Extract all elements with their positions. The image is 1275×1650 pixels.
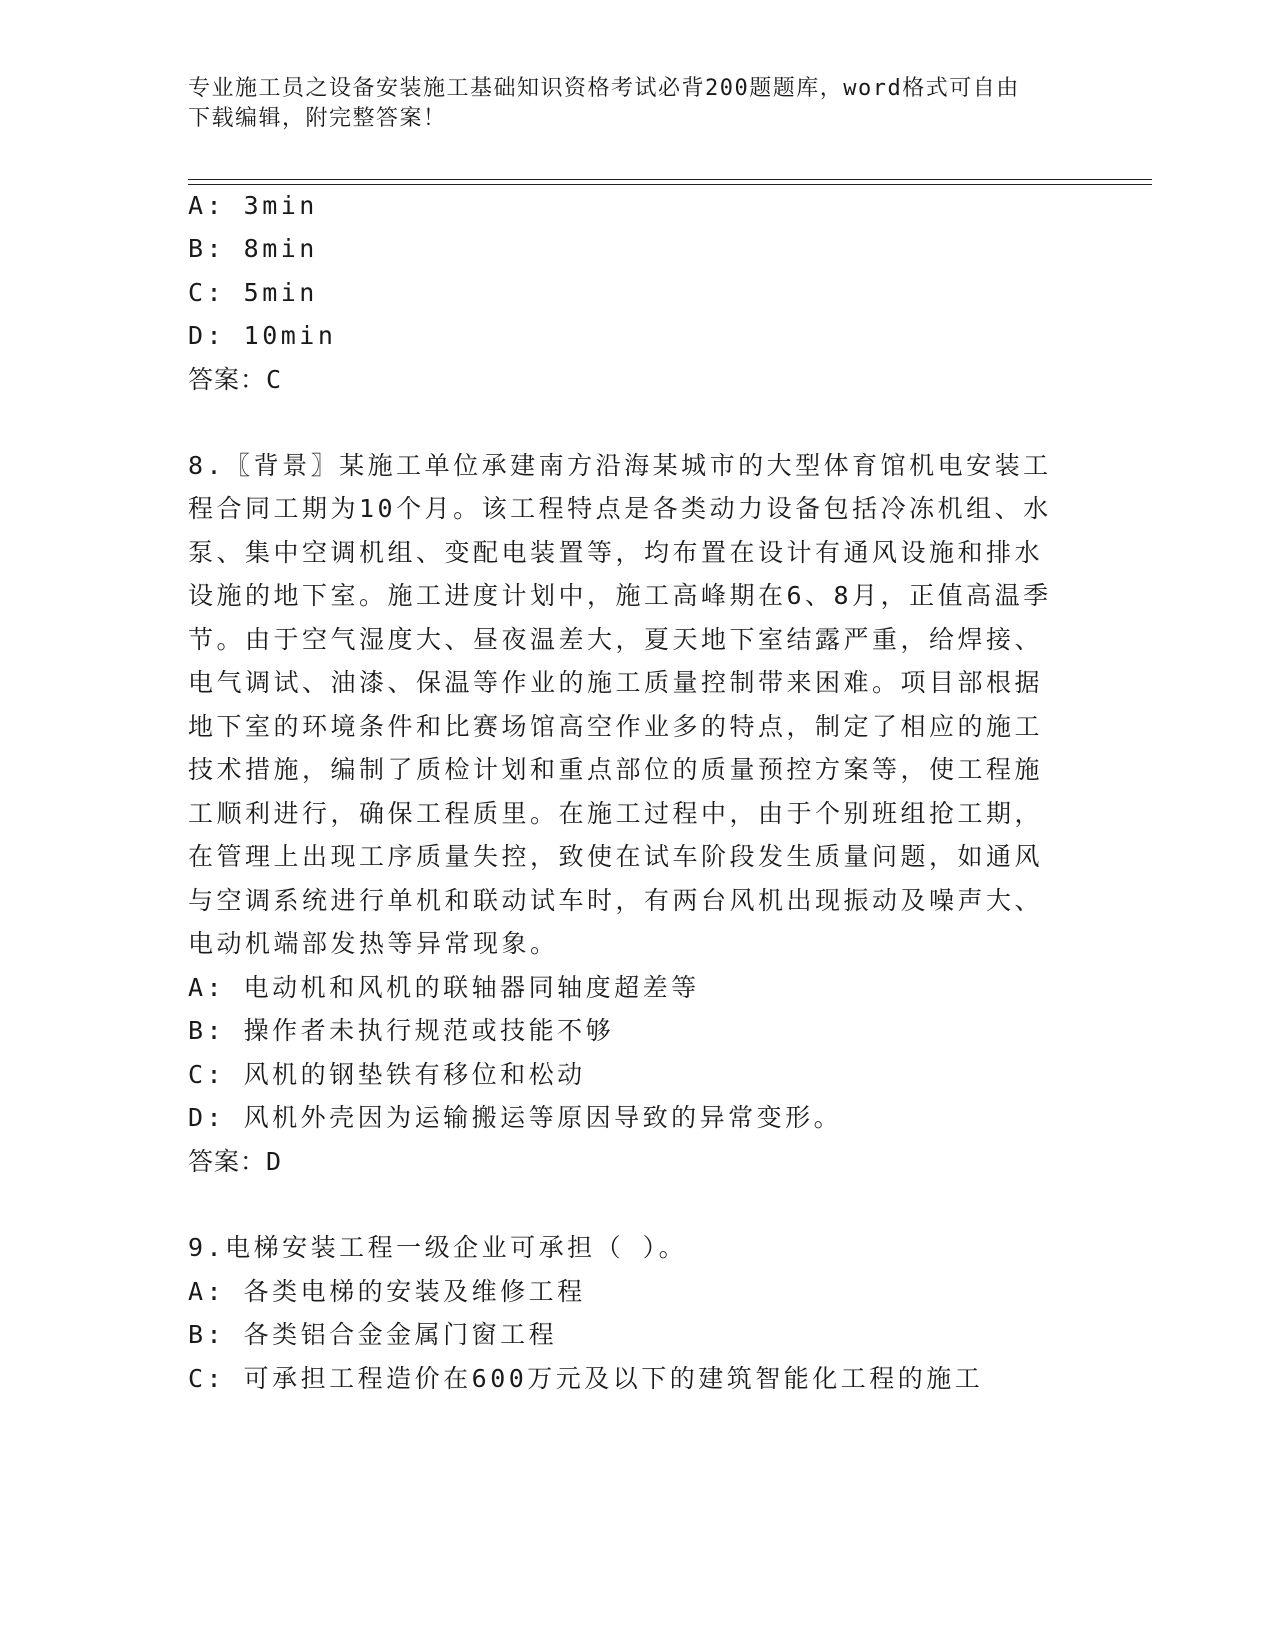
q9-stem: 9.电梯安装工程一级企业可承担（ ）。 <box>188 1233 688 1262</box>
q9-option-b: B: 各类铝合金金属门窗工程 <box>188 1320 558 1349</box>
q8-stem-line: 电动机端部发热等异常现象。 <box>188 929 559 958</box>
header-line-1: 专业施工员之设备安装施工基础知识资格考试必背200题题库，word格式可自由 <box>188 76 1020 101</box>
q8-stem-line: 地下室的环境条件和比赛场馆高空作业多的特点，制定了相应的施工 <box>188 712 1044 741</box>
q8-option-b: B: 操作者未执行规范或技能不够 <box>188 1016 615 1045</box>
q9-option-a: A: 各类电梯的安装及维修工程 <box>188 1277 586 1306</box>
q8-option-a: A: 电动机和风机的联轴器同轴度超差等 <box>188 973 700 1002</box>
q8-option-c: C: 风机的钢垫铁有移位和松动 <box>188 1060 586 1089</box>
q8-stem-line: 与空调系统进行单机和联动试车时，有两台风机出现振动及噪声大、 <box>188 886 1044 915</box>
q8-option-d: D: 风机外壳因为运输搬运等原因导致的异常变形。 <box>188 1103 843 1132</box>
q8-stem-line: 泵、集中空调机组、变配电装置等，均布置在设计有通风设施和排水 <box>188 538 1044 567</box>
q8-stem-line: 在管理上出现工序质量失控，致使在试车阶段发生质量问题，如通风 <box>188 842 1044 871</box>
q7-option-c: C: 5min <box>188 278 318 307</box>
q7-option-d: D: 10min <box>188 321 337 350</box>
header-divider-bottom <box>188 184 1152 185</box>
q9-option-c: C: 可承担工程造价在600万元及以下的建筑智能化工程的施工 <box>188 1364 984 1393</box>
q7-option-a: A: 3min <box>188 191 318 220</box>
q8-stem-line: 技术措施，编制了质检计划和重点部位的质量预控方案等，使工程施 <box>188 755 1044 784</box>
q8-stem-line: 电气调试、油漆、保温等作业的施工质量控制带来困难。项目部根据 <box>188 668 1044 697</box>
q8-stem-line: 工顺利进行，确保工程质里。在施工过程中，由于个别班组抢工期， <box>188 799 1044 828</box>
q8-stem-line: 8.〖背景〗某施工单位承建南方沿海某城市的大型体育馆机电安装工 <box>188 451 1052 480</box>
document-header <box>188 74 1088 134</box>
q8-stem-line: 节。由于空气湿度大、昼夜温差大，夏天地下室结露严重，给焊接、 <box>188 625 1044 654</box>
q8-stem-line: 设施的地下室。施工进度计划中，施工高峰期在6、8月，正值高温季 <box>188 581 1052 610</box>
q7-answer: 答案：C <box>188 365 283 394</box>
q8-stem-line: 程合同工期为10个月。该工程特点是各类动力设备包括冷冻机组、水 <box>188 494 1052 523</box>
header-divider-top <box>188 179 1152 180</box>
q7-option-b: B: 8min <box>188 234 318 263</box>
header-line-2: 下载编辑，附完整答案！ <box>188 106 447 131</box>
q8-answer: 答案：D <box>188 1147 283 1176</box>
